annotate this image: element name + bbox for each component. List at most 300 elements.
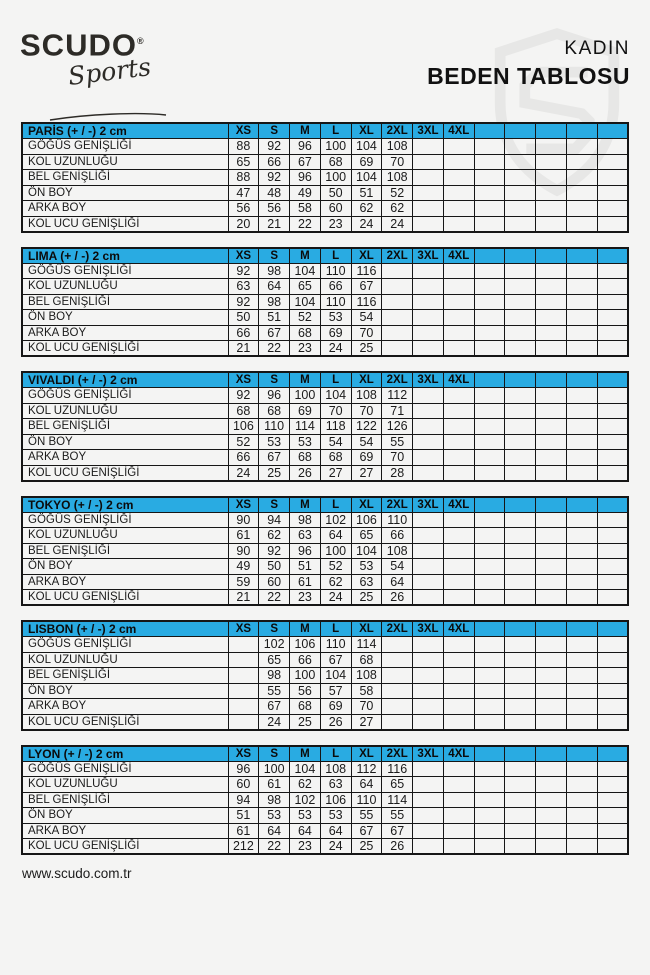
- measurement-value: [505, 528, 536, 544]
- measurement-value: [474, 388, 505, 404]
- measurement-value: [536, 590, 567, 606]
- measurement-value: [382, 637, 413, 653]
- measurement-value: 25: [259, 465, 290, 481]
- size-col-empty: [536, 123, 567, 139]
- measurement-value: [505, 465, 536, 481]
- size-col-empty: [566, 621, 597, 637]
- measurement-value: [443, 294, 474, 310]
- measurement-value: [566, 310, 597, 326]
- table-row: [22, 637, 628, 653]
- measurement-value: [413, 808, 444, 824]
- measurement-value: [413, 559, 444, 575]
- measurement-value: [597, 559, 628, 575]
- measurement-value: 100: [259, 761, 290, 777]
- measurement-value: [536, 279, 567, 295]
- measurement-value: [505, 559, 536, 575]
- table-row: [22, 683, 628, 699]
- measurement-value: 92: [228, 388, 259, 404]
- measurement-value: 110: [382, 512, 413, 528]
- measurement-value: 67: [320, 652, 351, 668]
- size-col-xl: XL: [351, 123, 382, 139]
- measurement-value: [566, 808, 597, 824]
- size-col-s: S: [259, 746, 290, 762]
- measurement-value: 51: [259, 310, 290, 326]
- measurement-value: [443, 668, 474, 684]
- size-col-empty: [536, 248, 567, 264]
- measurement-value: 100: [290, 388, 321, 404]
- measurement-value: 63: [290, 528, 321, 544]
- measurement-value: [443, 777, 474, 793]
- table-row: [22, 139, 628, 155]
- measurement-value: [382, 668, 413, 684]
- measurement-value: 54: [351, 310, 382, 326]
- measurement-value: 56: [228, 201, 259, 217]
- measurement-value: 100: [290, 668, 321, 684]
- measurement-value: [536, 216, 567, 232]
- measurement-value: [474, 341, 505, 357]
- measurement-value: [566, 777, 597, 793]
- table-title: VIVALDI (+ / -) 2 cm: [22, 372, 228, 388]
- measurement-value: [597, 714, 628, 730]
- measurement-value: 104: [351, 139, 382, 155]
- size-col-empty: [536, 497, 567, 513]
- measurement-value: [566, 434, 597, 450]
- measurement-value: 53: [259, 808, 290, 824]
- measurement-value: [443, 201, 474, 217]
- measurement-value: [413, 216, 444, 232]
- measurement-value: 67: [290, 154, 321, 170]
- measurement-value: [536, 683, 567, 699]
- measurement-value: [597, 683, 628, 699]
- title-category: KADIN: [564, 38, 630, 59]
- measurement-label: KOL UCU GENİŞLİĞİ: [22, 590, 228, 606]
- size-col-empty: [566, 248, 597, 264]
- size-col-empty: [474, 621, 505, 637]
- measurement-value: [505, 543, 536, 559]
- measurement-value: 24: [259, 714, 290, 730]
- measurement-value: [443, 388, 474, 404]
- measurement-value: 55: [382, 434, 413, 450]
- measurement-value: 92: [259, 139, 290, 155]
- measurement-value: [566, 683, 597, 699]
- measurement-value: 50: [259, 559, 290, 575]
- measurement-value: 106: [290, 637, 321, 653]
- measurement-value: 23: [320, 216, 351, 232]
- measurement-value: 88: [228, 139, 259, 155]
- measurement-value: [536, 201, 567, 217]
- measurement-value: 21: [228, 590, 259, 606]
- size-col-empty: [597, 123, 628, 139]
- measurement-value: [505, 637, 536, 653]
- measurement-value: [443, 714, 474, 730]
- measurement-value: [597, 201, 628, 217]
- measurement-label: KOL UZUNLUĞU: [22, 403, 228, 419]
- size-col-xl: XL: [351, 372, 382, 388]
- measurement-value: [597, 465, 628, 481]
- measurement-value: [413, 792, 444, 808]
- measurement-value: 70: [382, 450, 413, 466]
- measurement-value: 24: [320, 839, 351, 855]
- measurement-value: [566, 823, 597, 839]
- measurement-value: 27: [351, 465, 382, 481]
- measurement-value: 50: [320, 185, 351, 201]
- table-row: [22, 450, 628, 466]
- measurement-value: [443, 263, 474, 279]
- measurement-value: 54: [320, 434, 351, 450]
- measurement-value: 104: [351, 543, 382, 559]
- measurement-value: [474, 263, 505, 279]
- measurement-value: 55: [351, 808, 382, 824]
- measurement-value: [413, 465, 444, 481]
- measurement-value: 64: [351, 777, 382, 793]
- measurement-value: 25: [351, 839, 382, 855]
- measurement-value: 66: [290, 652, 321, 668]
- size-col-3xl: 3XL: [413, 248, 444, 264]
- measurement-value: 53: [351, 559, 382, 575]
- measurement-label: ÖN BOY: [22, 808, 228, 824]
- measurement-value: [413, 699, 444, 715]
- registered-trademark-icon: ®: [136, 36, 144, 46]
- size-table-lisbon: [21, 620, 629, 731]
- measurement-value: 110: [259, 419, 290, 435]
- measurement-value: [474, 154, 505, 170]
- table-title: TOKYO (+ / -) 2 cm: [22, 497, 228, 513]
- measurement-value: 55: [382, 808, 413, 824]
- measurement-value: [413, 325, 444, 341]
- measurement-value: [413, 574, 444, 590]
- measurement-value: [443, 419, 474, 435]
- measurement-value: [474, 450, 505, 466]
- measurement-value: [536, 325, 567, 341]
- measurement-value: [382, 325, 413, 341]
- measurement-label: KOL UCU GENİŞLİĞİ: [22, 341, 228, 357]
- measurement-value: 52: [290, 310, 321, 326]
- measurement-value: [505, 434, 536, 450]
- measurement-value: 88: [228, 170, 259, 186]
- measurement-value: [597, 808, 628, 824]
- measurement-value: 61: [290, 574, 321, 590]
- measurement-value: [474, 403, 505, 419]
- measurement-value: [443, 279, 474, 295]
- measurement-label: ARKA BOY: [22, 699, 228, 715]
- measurement-value: [228, 714, 259, 730]
- size-col-xs: XS: [228, 497, 259, 513]
- measurement-value: [443, 403, 474, 419]
- measurement-value: [443, 543, 474, 559]
- measurement-value: [474, 434, 505, 450]
- measurement-value: 110: [320, 637, 351, 653]
- measurement-value: [413, 512, 444, 528]
- measurement-label: KOL UZUNLUĞU: [22, 777, 228, 793]
- measurement-value: [536, 761, 567, 777]
- measurement-value: [536, 574, 567, 590]
- measurement-value: 108: [382, 170, 413, 186]
- size-col-2xl: 2XL: [382, 746, 413, 762]
- measurement-value: [413, 637, 444, 653]
- measurement-value: [566, 139, 597, 155]
- measurement-label: GÖĞÜS GENİŞLİĞİ: [22, 388, 228, 404]
- measurement-value: [566, 574, 597, 590]
- measurement-value: 68: [290, 325, 321, 341]
- measurement-value: 90: [228, 512, 259, 528]
- measurement-value: [566, 388, 597, 404]
- measurement-value: [443, 699, 474, 715]
- measurement-value: [443, 761, 474, 777]
- measurement-value: [505, 139, 536, 155]
- measurement-label: GÖĞÜS GENİŞLİĞİ: [22, 139, 228, 155]
- measurement-value: 60: [259, 574, 290, 590]
- table-row: [22, 699, 628, 715]
- measurement-value: 24: [320, 341, 351, 357]
- measurement-value: [382, 341, 413, 357]
- measurement-value: 110: [320, 263, 351, 279]
- measurement-value: [536, 263, 567, 279]
- measurement-value: 26: [382, 590, 413, 606]
- size-col-empty: [536, 621, 567, 637]
- measurement-value: [505, 170, 536, 186]
- measurement-value: 104: [290, 761, 321, 777]
- measurement-label: ÖN BOY: [22, 434, 228, 450]
- measurement-value: [536, 170, 567, 186]
- measurement-value: [474, 699, 505, 715]
- size-col-l: L: [320, 372, 351, 388]
- measurement-value: [566, 761, 597, 777]
- measurement-value: [382, 652, 413, 668]
- measurement-value: [413, 652, 444, 668]
- measurement-value: [597, 792, 628, 808]
- measurement-value: 96: [228, 761, 259, 777]
- measurement-value: 57: [320, 683, 351, 699]
- size-col-empty: [597, 497, 628, 513]
- measurement-value: 27: [320, 465, 351, 481]
- measurement-value: 68: [290, 699, 321, 715]
- title-main: BEDEN TABLOSU: [427, 63, 630, 89]
- measurement-value: [474, 652, 505, 668]
- measurement-value: [413, 450, 444, 466]
- size-col-xs: XS: [228, 746, 259, 762]
- measurement-value: 98: [290, 512, 321, 528]
- measurement-value: 102: [290, 792, 321, 808]
- measurement-value: 116: [382, 761, 413, 777]
- measurement-value: [413, 341, 444, 357]
- measurement-value: [505, 652, 536, 668]
- logo-script-text: Sports: [66, 52, 153, 92]
- measurement-value: [474, 637, 505, 653]
- measurement-label: KOL UZUNLUĞU: [22, 652, 228, 668]
- size-col-2xl: 2XL: [382, 621, 413, 637]
- measurement-value: 67: [382, 823, 413, 839]
- measurement-value: [505, 777, 536, 793]
- table-title: LISBON (+ / -) 2 cm: [22, 621, 228, 637]
- size-col-3xl: 3XL: [413, 621, 444, 637]
- size-table-paris: [21, 122, 629, 233]
- measurement-value: [536, 403, 567, 419]
- measurement-value: [474, 808, 505, 824]
- measurement-value: 23: [290, 839, 321, 855]
- measurement-value: [443, 823, 474, 839]
- measurement-value: 63: [228, 279, 259, 295]
- measurement-value: [597, 294, 628, 310]
- measurement-label: KOL UCU GENİŞLİĞİ: [22, 465, 228, 481]
- measurement-value: 67: [259, 450, 290, 466]
- measurement-value: 21: [259, 216, 290, 232]
- measurement-value: [536, 777, 567, 793]
- measurement-value: [505, 668, 536, 684]
- measurement-value: 67: [259, 325, 290, 341]
- measurement-value: 68: [228, 403, 259, 419]
- size-col-s: S: [259, 621, 290, 637]
- measurement-value: 67: [351, 279, 382, 295]
- measurement-value: 96: [259, 388, 290, 404]
- measurement-value: [536, 543, 567, 559]
- measurement-value: [474, 419, 505, 435]
- measurement-value: 66: [228, 325, 259, 341]
- measurement-label: GÖĞÜS GENİŞLİĞİ: [22, 761, 228, 777]
- measurement-value: [597, 761, 628, 777]
- measurement-value: 61: [228, 528, 259, 544]
- measurement-value: [413, 139, 444, 155]
- measurement-value: [505, 574, 536, 590]
- measurement-value: 49: [290, 185, 321, 201]
- measurement-value: 62: [320, 574, 351, 590]
- measurement-value: [536, 419, 567, 435]
- table-header-row: [22, 123, 628, 139]
- measurement-label: KOL UZUNLUĞU: [22, 528, 228, 544]
- measurement-value: [566, 201, 597, 217]
- table-header-row: [22, 746, 628, 762]
- table-row: [22, 777, 628, 793]
- measurement-value: [474, 777, 505, 793]
- measurement-value: [536, 559, 567, 575]
- measurement-value: [413, 201, 444, 217]
- measurement-value: [536, 341, 567, 357]
- measurement-value: 58: [290, 201, 321, 217]
- measurement-value: [505, 823, 536, 839]
- measurement-value: [505, 792, 536, 808]
- measurement-value: [566, 668, 597, 684]
- measurement-value: [413, 403, 444, 419]
- measurement-value: [382, 683, 413, 699]
- logo-flourish-line: [48, 112, 168, 122]
- measurement-value: [566, 699, 597, 715]
- measurement-value: 104: [320, 388, 351, 404]
- table-title: LYON (+ / -) 2 cm: [22, 746, 228, 762]
- measurement-label: BEL GENİŞLİĞİ: [22, 792, 228, 808]
- measurement-value: [597, 652, 628, 668]
- size-col-l: L: [320, 248, 351, 264]
- measurement-value: 26: [320, 714, 351, 730]
- table-row: [22, 185, 628, 201]
- measurement-value: 61: [228, 823, 259, 839]
- measurement-value: 62: [290, 777, 321, 793]
- measurement-value: 64: [259, 279, 290, 295]
- measurement-value: [536, 823, 567, 839]
- table-row: [22, 559, 628, 575]
- size-col-xl: XL: [351, 621, 382, 637]
- size-col-3xl: 3XL: [413, 372, 444, 388]
- size-table-lima: [21, 247, 629, 358]
- measurement-value: [505, 683, 536, 699]
- measurement-value: [505, 154, 536, 170]
- size-col-empty: [505, 123, 536, 139]
- measurement-value: 24: [351, 216, 382, 232]
- measurement-value: 26: [290, 465, 321, 481]
- measurement-value: [474, 185, 505, 201]
- size-col-2xl: 2XL: [382, 497, 413, 513]
- measurement-value: [597, 310, 628, 326]
- measurement-value: [536, 668, 567, 684]
- measurement-value: [597, 139, 628, 155]
- table-row: [22, 761, 628, 777]
- measurement-value: 70: [351, 325, 382, 341]
- table-row: [22, 310, 628, 326]
- table-row: [22, 528, 628, 544]
- measurement-label: ÖN BOY: [22, 683, 228, 699]
- size-col-empty: [474, 497, 505, 513]
- measurement-value: [566, 279, 597, 295]
- measurement-value: [443, 465, 474, 481]
- measurement-value: 53: [290, 434, 321, 450]
- measurement-value: [443, 574, 474, 590]
- table-row: [22, 714, 628, 730]
- measurement-value: [536, 185, 567, 201]
- size-col-2xl: 2XL: [382, 123, 413, 139]
- table-header-row: [22, 248, 628, 264]
- measurement-value: 126: [382, 419, 413, 435]
- measurement-value: [597, 668, 628, 684]
- scudo-logo: [20, 26, 195, 92]
- measurement-value: 108: [382, 543, 413, 559]
- measurement-value: [566, 341, 597, 357]
- measurement-value: [474, 761, 505, 777]
- size-table-tokyo: [21, 496, 629, 607]
- measurement-value: [413, 839, 444, 855]
- measurement-value: [474, 792, 505, 808]
- table-row: [22, 668, 628, 684]
- size-col-xs: XS: [228, 621, 259, 637]
- measurement-label: BEL GENİŞLİĞİ: [22, 419, 228, 435]
- measurement-value: 110: [351, 792, 382, 808]
- measurement-value: 50: [228, 310, 259, 326]
- measurement-value: [536, 294, 567, 310]
- size-col-m: M: [290, 123, 321, 139]
- measurement-value: 69: [351, 154, 382, 170]
- measurement-value: 48: [259, 185, 290, 201]
- measurement-value: 65: [351, 528, 382, 544]
- measurement-label: KOL UCU GENİŞLİĞİ: [22, 714, 228, 730]
- table-row: [22, 512, 628, 528]
- measurement-label: ARKA BOY: [22, 201, 228, 217]
- size-col-s: S: [259, 497, 290, 513]
- measurement-value: [382, 263, 413, 279]
- measurement-value: 54: [351, 434, 382, 450]
- measurement-value: 63: [320, 777, 351, 793]
- size-col-4xl: 4XL: [443, 497, 474, 513]
- measurement-value: 65: [259, 652, 290, 668]
- measurement-value: [474, 201, 505, 217]
- measurement-value: [566, 403, 597, 419]
- measurement-value: 65: [290, 279, 321, 295]
- size-col-l: L: [320, 123, 351, 139]
- measurement-value: [413, 310, 444, 326]
- measurement-value: [536, 310, 567, 326]
- measurement-label: GÖĞÜS GENİŞLİĞİ: [22, 512, 228, 528]
- size-col-3xl: 3XL: [413, 123, 444, 139]
- measurement-value: [413, 263, 444, 279]
- measurement-value: [413, 777, 444, 793]
- table-row: [22, 263, 628, 279]
- table-row: [22, 652, 628, 668]
